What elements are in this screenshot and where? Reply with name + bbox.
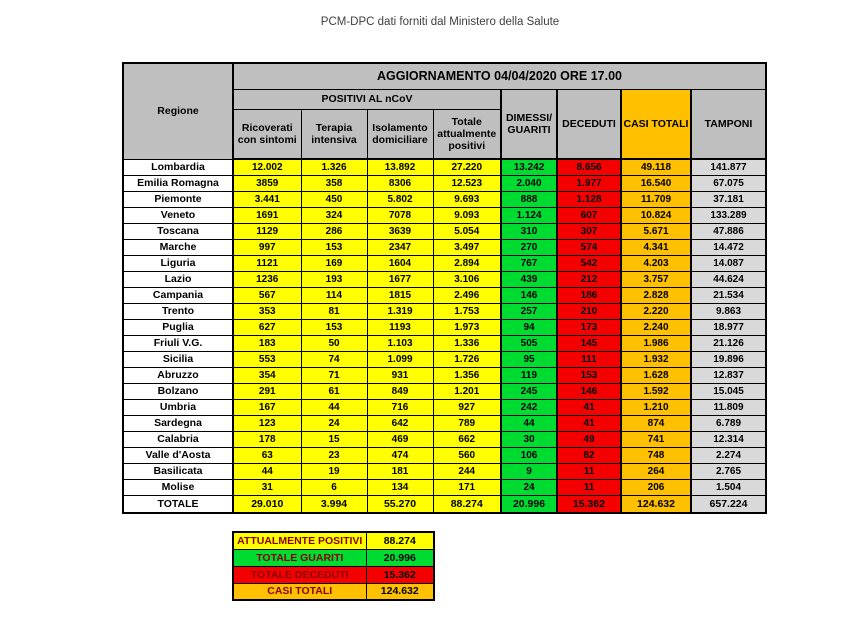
region-name-cell: Valle d'Aosta (123, 447, 233, 463)
value-cell: 44 (233, 463, 301, 479)
value-cell: 242 (501, 399, 557, 415)
region-name-cell: Abruzzo (123, 367, 233, 383)
table-row (123, 367, 766, 383)
value-cell: 55.270 (367, 495, 433, 513)
value-cell: 2.274 (691, 447, 766, 463)
table-header (123, 63, 766, 159)
value-cell: 9.693 (433, 191, 501, 207)
value-cell: 114 (301, 287, 367, 303)
value-cell: 10.824 (621, 207, 691, 223)
value-cell: 270 (501, 239, 557, 255)
value-cell: 12.837 (691, 367, 766, 383)
value-cell: 74 (301, 351, 367, 367)
table-row (123, 447, 766, 463)
region-name-cell: Molise (123, 479, 233, 495)
covid-regions-table (122, 62, 767, 514)
summary-row (233, 566, 434, 583)
region-name-cell: Sicilia (123, 351, 233, 367)
value-cell: 6.789 (691, 415, 766, 431)
value-cell: 146 (501, 287, 557, 303)
value-cell: 145 (557, 335, 621, 351)
value-cell: 1.977 (557, 175, 621, 191)
region-name-cell: Calabria (123, 431, 233, 447)
table-row (123, 191, 766, 207)
column-header-tamponi: TAMPONI (691, 89, 766, 159)
positivi-group-header: POSITIVI AL nCoV (233, 89, 501, 109)
value-cell: 1.753 (433, 303, 501, 319)
value-cell: 3.497 (433, 239, 501, 255)
value-cell: 789 (433, 415, 501, 431)
value-cell: 21.534 (691, 287, 766, 303)
value-cell: 61 (301, 383, 367, 399)
value-cell: 560 (433, 447, 501, 463)
table-row (123, 431, 766, 447)
value-cell: 2.828 (621, 287, 691, 303)
value-cell: 1.210 (621, 399, 691, 415)
summary-value: 15.362 (366, 566, 434, 583)
column-header-deceduti: DECEDUTI (557, 89, 621, 159)
summary-row (233, 583, 434, 600)
value-cell: 662 (433, 431, 501, 447)
value-cell: 20.996 (501, 495, 557, 513)
column-header-casi-totali: CASI TOTALI (621, 89, 691, 159)
value-cell: 1.932 (621, 351, 691, 367)
value-cell: 171 (433, 479, 501, 495)
value-cell: 1.326 (301, 159, 367, 175)
value-cell: 9.863 (691, 303, 766, 319)
page-title: PCM-DPC dati forniti dal Ministero della Salute (320, 16, 560, 28)
value-cell: 741 (621, 431, 691, 447)
value-cell: 1.103 (367, 335, 433, 351)
value-cell: 2.240 (621, 319, 691, 335)
value-cell: 1691 (233, 207, 301, 223)
value-cell: 111 (557, 351, 621, 367)
value-cell: 44 (501, 415, 557, 431)
value-cell: 153 (301, 319, 367, 335)
value-cell: 12.002 (233, 159, 301, 175)
value-cell: 888 (501, 191, 557, 207)
value-cell: 1.336 (433, 335, 501, 351)
summary-value: 20.996 (366, 549, 434, 566)
region-name-cell: Marche (123, 239, 233, 255)
value-cell: 13.892 (367, 159, 433, 175)
value-cell: 206 (621, 479, 691, 495)
table-row (123, 287, 766, 303)
value-cell: 6 (301, 479, 367, 495)
value-cell: 5.802 (367, 191, 433, 207)
value-cell: 41 (557, 399, 621, 415)
value-cell: 50 (301, 335, 367, 351)
table-row (123, 335, 766, 351)
value-cell: 14.472 (691, 239, 766, 255)
value-cell: 29.010 (233, 495, 301, 513)
value-cell: 3.441 (233, 191, 301, 207)
value-cell: 44.624 (691, 271, 766, 287)
value-cell: 505 (501, 335, 557, 351)
value-cell: 134 (367, 479, 433, 495)
table-row (123, 399, 766, 415)
value-cell: 607 (557, 207, 621, 223)
update-header: AGGIORNAMENTO 04/04/2020 ORE 17.00 (233, 63, 766, 89)
value-cell: 5.671 (621, 223, 691, 239)
region-column-header: Regione (123, 63, 233, 159)
region-name-cell: Piemonte (123, 191, 233, 207)
value-cell: 2.765 (691, 463, 766, 479)
value-cell: 657.224 (691, 495, 766, 513)
column-header-dimessi-guariti: DIMESSI/ GUARITI (501, 89, 557, 159)
table-row (123, 239, 766, 255)
region-name-cell: Friuli V.G. (123, 335, 233, 351)
value-cell: 2.894 (433, 255, 501, 271)
region-name-cell: Trento (123, 303, 233, 319)
value-cell: 2.040 (501, 175, 557, 191)
value-cell: 12.523 (433, 175, 501, 191)
value-cell: 49.118 (621, 159, 691, 175)
value-cell: 24 (301, 415, 367, 431)
value-cell: 67.075 (691, 175, 766, 191)
value-cell: 997 (233, 239, 301, 255)
value-cell: 291 (233, 383, 301, 399)
summary-label: TOTALE GUARITI (233, 549, 366, 566)
value-cell: 15 (301, 431, 367, 447)
value-cell: 173 (557, 319, 621, 335)
value-cell: 15.045 (691, 383, 766, 399)
value-cell: 1604 (367, 255, 433, 271)
value-cell: 1129 (233, 223, 301, 239)
value-cell: 24 (501, 479, 557, 495)
value-cell: 1.986 (621, 335, 691, 351)
value-cell: 1.124 (501, 207, 557, 223)
region-name-cell: Lazio (123, 271, 233, 287)
value-cell: 47.886 (691, 223, 766, 239)
summary-body (233, 532, 434, 600)
value-cell: 354 (233, 367, 301, 383)
value-cell: 353 (233, 303, 301, 319)
value-cell: 1.592 (621, 383, 691, 399)
table-row (123, 463, 766, 479)
value-cell: 11.709 (621, 191, 691, 207)
value-cell: 1815 (367, 287, 433, 303)
value-cell: 931 (367, 367, 433, 383)
value-cell: 7078 (367, 207, 433, 223)
value-cell: 3859 (233, 175, 301, 191)
table-body (123, 159, 766, 495)
table-row (123, 383, 766, 399)
table-row (123, 319, 766, 335)
summary-table (232, 531, 435, 601)
value-cell: 1.128 (557, 191, 621, 207)
table-row (123, 303, 766, 319)
column-header-isolamento: Isolamento domiciliare (367, 109, 433, 159)
value-cell: 19 (301, 463, 367, 479)
value-cell: 13.242 (501, 159, 557, 175)
value-cell: 927 (433, 399, 501, 415)
value-cell: 257 (501, 303, 557, 319)
value-cell: 716 (367, 399, 433, 415)
table-row (123, 479, 766, 495)
table-row (123, 207, 766, 223)
value-cell: 1677 (367, 271, 433, 287)
value-cell: 11 (557, 463, 621, 479)
value-cell: 95 (501, 351, 557, 367)
region-name-cell: Sardegna (123, 415, 233, 431)
value-cell: 1.099 (367, 351, 433, 367)
region-name-cell: Lombardia (123, 159, 233, 175)
value-cell: 30 (501, 431, 557, 447)
value-cell: 3.994 (301, 495, 367, 513)
value-cell: 567 (233, 287, 301, 303)
value-cell: 15.362 (557, 495, 621, 513)
value-cell: 3639 (367, 223, 433, 239)
value-cell: 94 (501, 319, 557, 335)
total-label-cell: TOTALE (123, 495, 233, 513)
value-cell: 124.632 (621, 495, 691, 513)
value-cell: 874 (621, 415, 691, 431)
value-cell: 106 (501, 447, 557, 463)
summary-label: CASI TOTALI (233, 583, 366, 600)
summary-row (233, 549, 434, 566)
value-cell: 627 (233, 319, 301, 335)
value-cell: 2347 (367, 239, 433, 255)
value-cell: 286 (301, 223, 367, 239)
value-cell: 1.201 (433, 383, 501, 399)
value-cell: 186 (557, 287, 621, 303)
value-cell: 14.087 (691, 255, 766, 271)
table-row (123, 271, 766, 287)
value-cell: 767 (501, 255, 557, 271)
value-cell: 44 (301, 399, 367, 415)
value-cell: 133.289 (691, 207, 766, 223)
value-cell: 169 (301, 255, 367, 271)
value-cell: 119 (501, 367, 557, 383)
value-cell: 3.757 (621, 271, 691, 287)
value-cell: 18.977 (691, 319, 766, 335)
region-name-cell: Basilicata (123, 463, 233, 479)
value-cell: 245 (501, 383, 557, 399)
value-cell: 5.054 (433, 223, 501, 239)
value-cell: 63 (233, 447, 301, 463)
column-header-ricoverati: Ricoverati con sintomi (233, 109, 301, 159)
value-cell: 439 (501, 271, 557, 287)
value-cell: 642 (367, 415, 433, 431)
table-row (123, 415, 766, 431)
value-cell: 12.314 (691, 431, 766, 447)
value-cell: 2.496 (433, 287, 501, 303)
value-cell: 1.356 (433, 367, 501, 383)
column-header-totale-positivi: Totale attualmente positivi (433, 109, 501, 159)
table-footer (123, 495, 766, 513)
value-cell: 167 (233, 399, 301, 415)
value-cell: 324 (301, 207, 367, 223)
value-cell: 16.540 (621, 175, 691, 191)
value-cell: 19.896 (691, 351, 766, 367)
value-cell: 4.203 (621, 255, 691, 271)
value-cell: 450 (301, 191, 367, 207)
value-cell: 1121 (233, 255, 301, 271)
value-cell: 49 (557, 431, 621, 447)
value-cell: 210 (557, 303, 621, 319)
table-row (123, 351, 766, 367)
region-name-cell: Veneto (123, 207, 233, 223)
value-cell: 37.181 (691, 191, 766, 207)
value-cell: 23 (301, 447, 367, 463)
value-cell: 574 (557, 239, 621, 255)
summary-value: 124.632 (366, 583, 434, 600)
value-cell: 153 (557, 367, 621, 383)
summary-label: ATTUALMENTE POSITIVI (233, 532, 366, 549)
value-cell: 748 (621, 447, 691, 463)
value-cell: 181 (367, 463, 433, 479)
region-name-cell: Liguria (123, 255, 233, 271)
value-cell: 310 (501, 223, 557, 239)
region-name-cell: Umbria (123, 399, 233, 415)
value-cell: 474 (367, 447, 433, 463)
value-cell: 469 (367, 431, 433, 447)
value-cell: 9.093 (433, 207, 501, 223)
value-cell: 244 (433, 463, 501, 479)
region-name-cell: Bolzano (123, 383, 233, 399)
column-header-terapia-intensiva: Terapia intensiva (301, 109, 367, 159)
value-cell: 81 (301, 303, 367, 319)
value-cell: 146 (557, 383, 621, 399)
value-cell: 153 (301, 239, 367, 255)
value-cell: 4.341 (621, 239, 691, 255)
value-cell: 193 (301, 271, 367, 287)
value-cell: 542 (557, 255, 621, 271)
value-cell: 553 (233, 351, 301, 367)
value-cell: 1.628 (621, 367, 691, 383)
table-row (123, 223, 766, 239)
value-cell: 88.274 (433, 495, 501, 513)
value-cell: 1.973 (433, 319, 501, 335)
value-cell: 41 (557, 415, 621, 431)
value-cell: 264 (621, 463, 691, 479)
region-name-cell: Emilia Romagna (123, 175, 233, 191)
value-cell: 82 (557, 447, 621, 463)
value-cell: 358 (301, 175, 367, 191)
value-cell: 27.220 (433, 159, 501, 175)
table-row (123, 159, 766, 175)
value-cell: 849 (367, 383, 433, 399)
value-cell: 212 (557, 271, 621, 287)
value-cell: 9 (501, 463, 557, 479)
value-cell: 1.726 (433, 351, 501, 367)
summary-label: TOTALE DECEDUTI (233, 566, 366, 583)
table-row (123, 255, 766, 271)
value-cell: 1193 (367, 319, 433, 335)
value-cell: 307 (557, 223, 621, 239)
value-cell: 1236 (233, 271, 301, 287)
value-cell: 8306 (367, 175, 433, 191)
value-cell: 21.126 (691, 335, 766, 351)
value-cell: 11 (557, 479, 621, 495)
value-cell: 8.656 (557, 159, 621, 175)
value-cell: 1.319 (367, 303, 433, 319)
value-cell: 1.504 (691, 479, 766, 495)
value-cell: 71 (301, 367, 367, 383)
region-name-cell: Campania (123, 287, 233, 303)
summary-row (233, 532, 434, 549)
value-cell: 31 (233, 479, 301, 495)
value-cell: 178 (233, 431, 301, 447)
total-row (123, 495, 766, 513)
value-cell: 3.106 (433, 271, 501, 287)
table-row (123, 175, 766, 191)
value-cell: 123 (233, 415, 301, 431)
region-name-cell: Puglia (123, 319, 233, 335)
summary-value: 88.274 (366, 532, 434, 549)
region-name-cell: Toscana (123, 223, 233, 239)
value-cell: 141.877 (691, 159, 766, 175)
value-cell: 2.220 (621, 303, 691, 319)
value-cell: 11.809 (691, 399, 766, 415)
value-cell: 183 (233, 335, 301, 351)
